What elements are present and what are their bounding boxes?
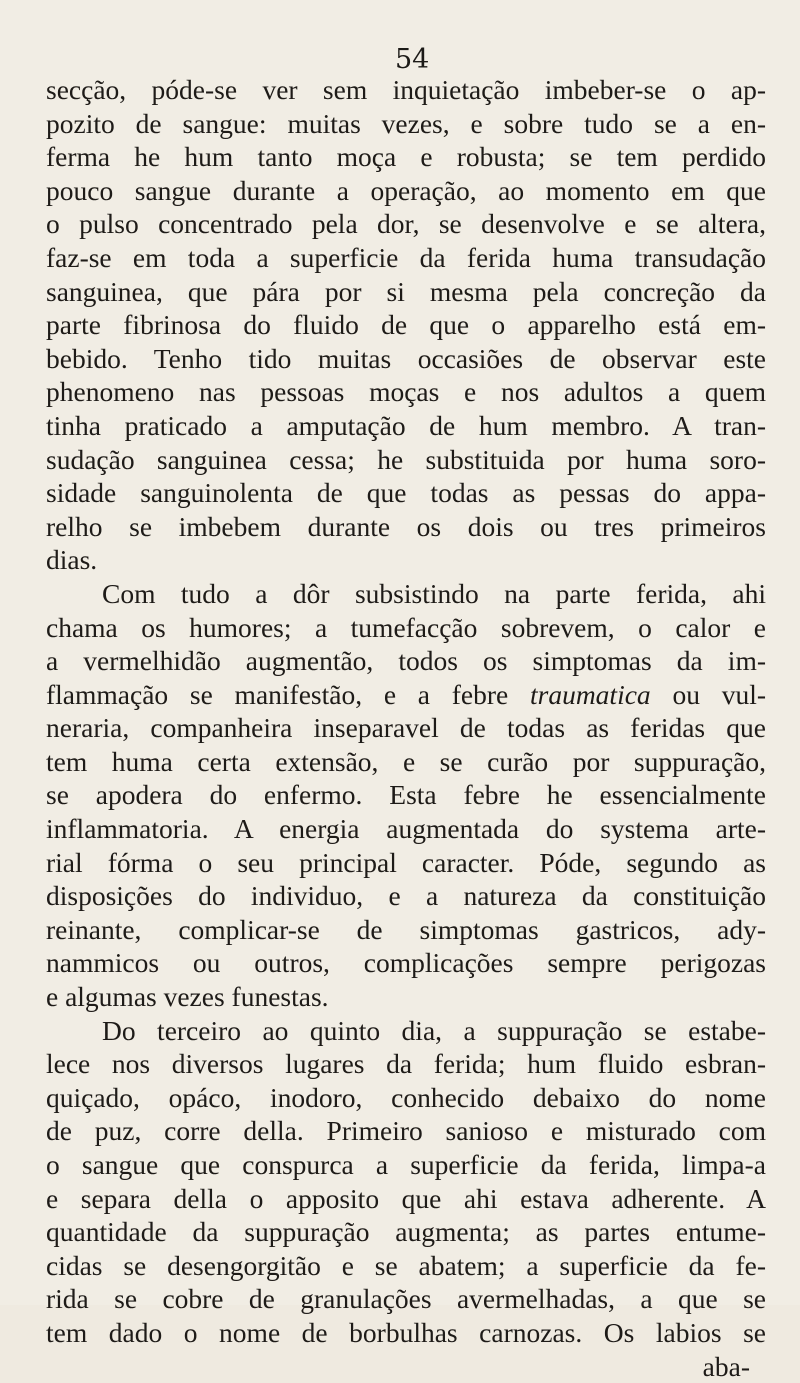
text-line: rida se cobre de granulações avermelhadas, a que se <box>46 1283 766 1315</box>
paragraph <box>46 73 766 577</box>
text-line: neraria, companheira inseparavel de todas as feridas que <box>46 712 766 744</box>
text-line: bebido. Tenho tido muitas occasiões de observar este <box>46 342 766 374</box>
text-line: nammicos ou outros, complicações sempre perigozas <box>46 947 766 979</box>
text-line: pouco sangue durante a operação, ao momento em que <box>46 174 766 206</box>
text-line: o pulso concentrado pela dor, se desenvolve e se altera, <box>46 208 766 240</box>
text-line: tinha praticado a amputação de hum membro. A tran- <box>46 409 766 441</box>
text-line: relho se imbebem durante os dois ou tres primeiros <box>46 510 766 542</box>
text-line: parte fibrinosa do fluido de que o apparelho está em- <box>46 309 766 341</box>
text-line: pozito de sangue: muitas vezes, e sobre tudo se a en- <box>46 107 766 139</box>
text-line: secção, póde-se ver sem inquietação imbeber-se o ap- <box>46 74 766 105</box>
text-line: se apodera do enfermo. Esta febre he essencialmente <box>46 779 766 811</box>
catchword: aba- <box>702 1350 750 1382</box>
text-line: tem dado o nome de borbulhas carnozas. Os labios se <box>46 1316 766 1348</box>
text-line: o sangue que conspurca a superficie da ferida, limpa-a <box>46 1149 766 1180</box>
text-line: quantidade da suppuração augmenta; as partes entume- <box>46 1216 766 1248</box>
text-line: inflammatoria. A energia augmentada do systema arte- <box>46 813 766 845</box>
text-line: sanguinea, que pára por si mesma pela concreção da <box>46 275 766 307</box>
text-line: rial fórma o seu principal caracter. Póde, segundo as <box>46 846 766 878</box>
body-text <box>46 73 766 1383</box>
text-line: disposições do individuo, e a natureza da constituição <box>46 880 766 912</box>
text-line: faz-se em toda a superficie da ferida huma transudação <box>46 241 766 273</box>
text-line: a vermelhidão augmentão, todos os simptomas da im- <box>46 645 766 677</box>
text-line: chama os humores; a tumefacção sobrevem, o calor e <box>46 611 766 643</box>
text-line: sidade sanguinolenta de que todas as pessas do appa- <box>46 477 766 509</box>
text-line: reinante, complicar-se de simptomas gastricos, ady- <box>46 913 766 945</box>
text-line: lece nos diversos lugares da ferida; hum fluido esbran- <box>46 1048 766 1080</box>
text-line: e algumas vezes funestas. <box>46 981 329 1013</box>
text-line: dias. <box>46 544 98 576</box>
text-line: quiçado, opáco, inodoro, conhecido debaixo do nome <box>46 1081 766 1113</box>
text-line: de puz, corre della. Primeiro sanioso e misturado com <box>46 1115 766 1147</box>
text-line: Com tudo a dôr subsistindo na parte ferida, ahi <box>102 577 766 609</box>
text-line: Do terceiro ao quinto dia, a suppuração se estabe- <box>102 1014 766 1046</box>
text-line: tem huma certa extensão, e se curão por suppuração, <box>46 745 766 777</box>
text-line: cidas se desengorgitão e se abatem; a superficie da fe- <box>46 1249 766 1281</box>
text-line: ferma he hum tanto moça e robusta; se tem perdido <box>46 141 766 173</box>
page-number: 54 <box>395 44 430 75</box>
paragraph <box>46 577 766 1014</box>
text-line: sudação sanguinea cessa; he substituida por huma soro- <box>46 443 766 475</box>
paragraph <box>46 1014 766 1350</box>
text-line: e separa della o apposito que ahi estava adherente. A <box>46 1182 766 1214</box>
text-line: flammação se manifestão, e a febre traumatica ou vul- <box>46 678 766 710</box>
text-line: phenomeno nas pessoas moças e nos adultos a quem <box>46 376 766 408</box>
italic-term: traumatica <box>529 678 651 710</box>
